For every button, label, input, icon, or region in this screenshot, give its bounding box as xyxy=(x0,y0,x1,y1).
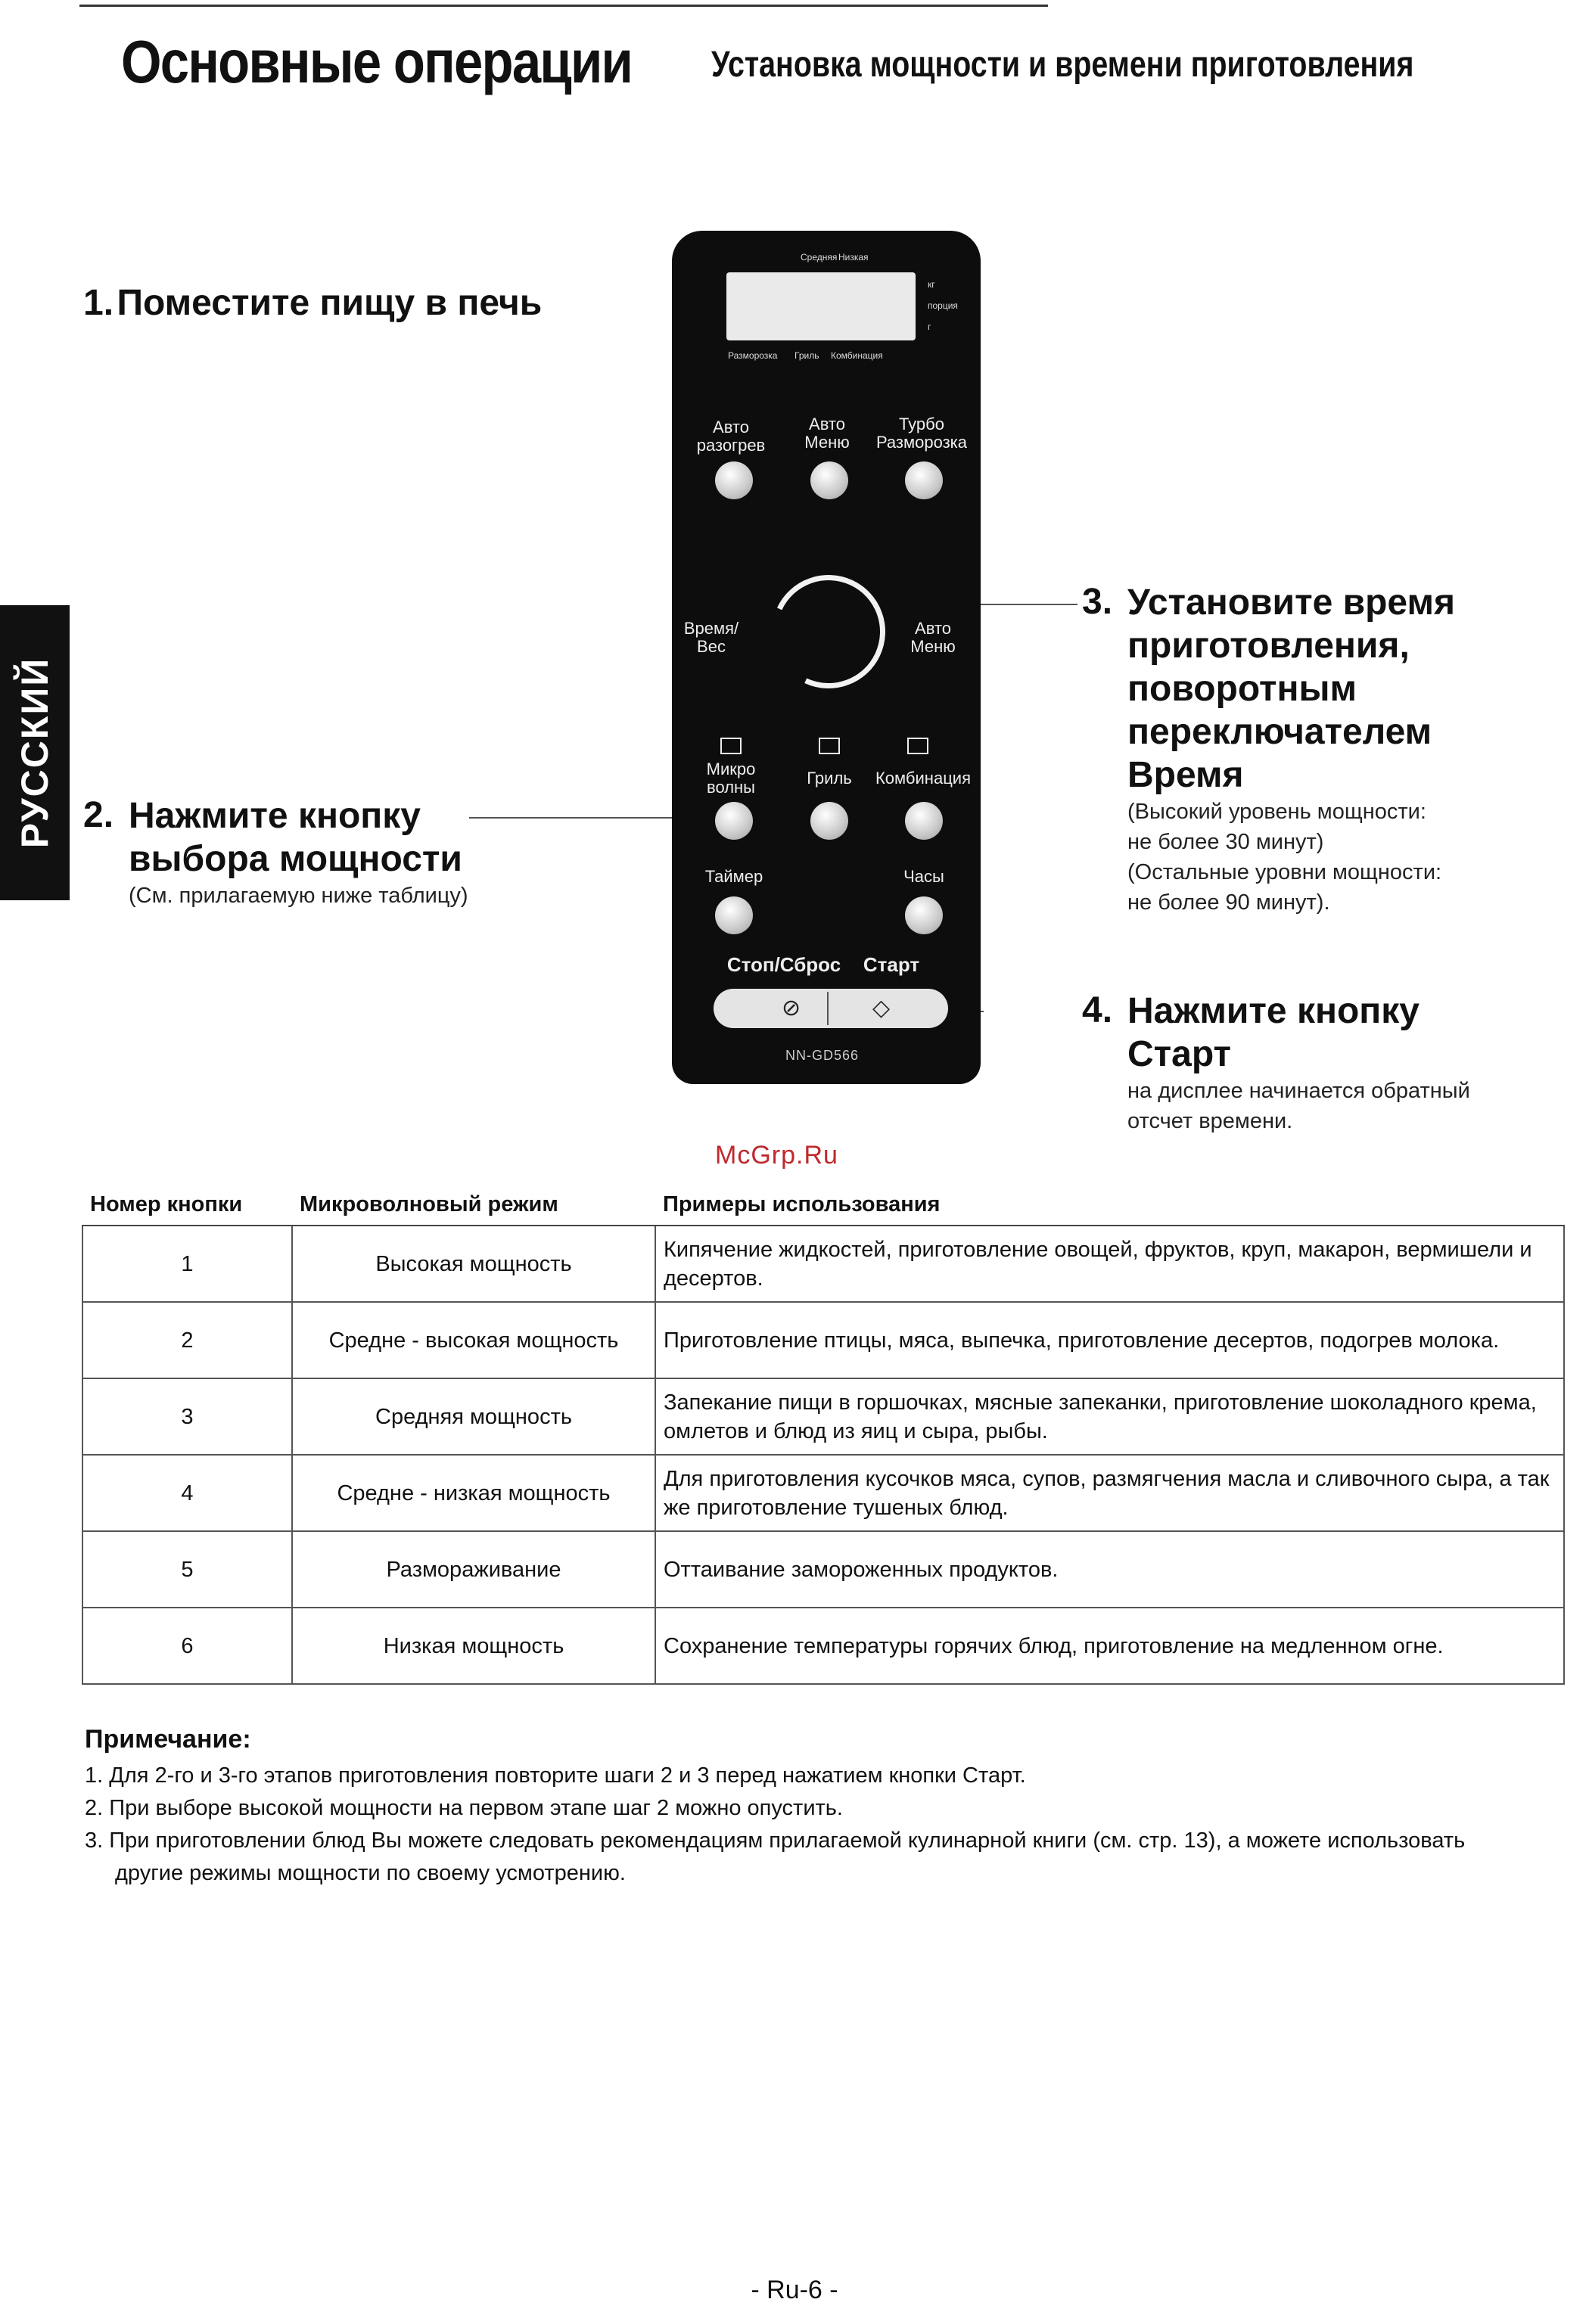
step-3-note-1: (Высокий уровень мощности: xyxy=(1127,800,1426,824)
start-button[interactable]: ◇ xyxy=(872,996,891,1021)
row-mode: Высокая мощность xyxy=(292,1226,655,1302)
table-row xyxy=(82,1378,1564,1455)
stop-start-bar xyxy=(714,989,948,1028)
display-label-combination: Комбинация xyxy=(831,350,883,361)
note-item: 1. Для 2-го и 3-го этапов приготовления повторите шаги 2 и 3 перед нажатием кнопки Старт. xyxy=(85,1763,1026,1788)
stop-reset-label: Стоп/Сброс xyxy=(726,953,841,976)
note-item: 3. При приготовлении блюд Вы можете следовать рекомендациям прилагаемой кулинарной книги (см. стр. 13), а можете использовать другие режимы мощности по своему усмотрению. xyxy=(85,1828,1466,1885)
microwave-power-button[interactable] xyxy=(715,802,753,840)
step-3-line-3: поворотным xyxy=(1127,669,1357,709)
row-button-number: 5 xyxy=(82,1531,292,1608)
auto-warm-button[interactable] xyxy=(715,461,753,499)
row-button-number: 6 xyxy=(82,1608,292,1684)
step-4-line-1: Нажмите кнопку xyxy=(1127,991,1420,1031)
row-examples: Кипячение жидкостей, приготовление овощей, фруктов, круп, макарон, вермишели и десертов. xyxy=(655,1226,1564,1302)
grill-label: Гриль xyxy=(807,769,852,788)
row-button-number: 3 xyxy=(82,1378,292,1455)
display-label-medium: Средняя xyxy=(801,252,838,263)
auto-menu-label: Авто Меню xyxy=(804,415,850,452)
step-4 xyxy=(1082,990,1470,1136)
auto-menu-button[interactable] xyxy=(810,461,848,499)
step-3-line-4: переключателем xyxy=(1127,712,1432,752)
timer-button[interactable] xyxy=(715,896,753,934)
clock-button[interactable] xyxy=(905,896,943,934)
turbo-defrost-label: Турбо Разморозка xyxy=(875,415,968,452)
row-button-number: 1 xyxy=(82,1226,292,1302)
notes-title: Примечание: xyxy=(85,1725,251,1754)
combination-icon xyxy=(907,738,928,754)
row-examples: Оттаивание замороженных продуктов. xyxy=(655,1531,1564,1608)
step-3-line-1: Установите время xyxy=(1127,583,1456,623)
row-examples: Запекание пищи в горшочках, мясные запеканки, приготовление шоколадного крема, омлетов и блюд из яиц и сыра, рыбы. xyxy=(655,1378,1564,1455)
step-2-line-1: Нажмите кнопку xyxy=(129,796,421,836)
time-dial[interactable] xyxy=(756,559,901,704)
table-row xyxy=(82,1455,1564,1531)
row-mode: Средне - низкая мощность xyxy=(292,1455,655,1531)
table-row xyxy=(82,1302,1564,1378)
grill-button[interactable] xyxy=(810,802,848,840)
power-levels-table xyxy=(82,1184,1565,1685)
table-header-row xyxy=(82,1184,1564,1226)
step-1-number: 1. xyxy=(83,283,114,323)
display-unit-gram: г xyxy=(928,322,931,332)
row-mode: Низкая мощность xyxy=(292,1608,655,1684)
row-mode: Средне - высокая мощность xyxy=(292,1302,655,1378)
row-mode: Средняя мощность xyxy=(292,1378,655,1455)
step-2-number: 2. xyxy=(83,795,114,835)
lcd-display xyxy=(726,272,916,340)
step-2 xyxy=(83,794,468,911)
page-subtitle: Установка мощности и времени приготовления xyxy=(711,45,1414,85)
combination-label: Комбинация xyxy=(875,769,972,788)
step-3 xyxy=(1082,581,1455,918)
step-1-title: Поместите пищу в печь xyxy=(117,283,543,323)
watermark: McGrp.Ru xyxy=(715,1141,838,1170)
auto-warm-label: Авто разогрев xyxy=(696,418,766,455)
page-title: Основные операции xyxy=(121,28,633,95)
row-mode: Размораживание xyxy=(292,1531,655,1608)
step-3-leader-line xyxy=(981,604,1077,605)
table-row xyxy=(82,1226,1564,1302)
auto-menu-dial-label: Авто Меню xyxy=(910,619,956,656)
grill-icon xyxy=(819,738,840,754)
step-3-number: 3. xyxy=(1082,582,1113,622)
stop-reset-button[interactable]: ⊘ xyxy=(782,996,801,1021)
clock-label: Часы xyxy=(903,867,944,886)
step-3-line-2: приготовления, xyxy=(1127,626,1410,666)
time-weight-label: Время/ Вес xyxy=(683,619,739,656)
display-label-low: Низкая xyxy=(838,252,869,263)
header-button-number: Номер кнопки xyxy=(82,1184,292,1226)
row-examples: Для приготовления кусочков мяса, супов, размягчения масла и сливочного сыра, а так же приготовление тушеных блюд. xyxy=(655,1455,1564,1531)
microwave-icon xyxy=(720,738,742,754)
display-label-defrost: Разморозка xyxy=(728,350,778,361)
row-examples: Сохранение температуры горячих блюд, приготовление на медленном огне. xyxy=(655,1608,1564,1684)
step-4-note-2: отсчет времени. xyxy=(1127,1109,1293,1133)
display-unit-portion: порция xyxy=(928,300,958,311)
start-label: Старт xyxy=(863,953,920,976)
timer-label: Таймер xyxy=(704,867,763,886)
step-2-leader-line xyxy=(469,817,672,819)
header-microwave-mode: Микроволновый режим xyxy=(292,1184,655,1226)
step-2-line-2: выбора мощности xyxy=(129,839,462,879)
display-unit-kg: кг xyxy=(928,279,935,290)
header-usage-examples: Примеры использования xyxy=(655,1184,1564,1226)
language-tab-label: РУССКИЙ xyxy=(14,657,56,849)
step-3-note-3: (Остальные уровни мощности: xyxy=(1127,860,1442,884)
row-examples: Приготовление птицы, мяса, выпечка, приготовление десертов, подогрев молока. xyxy=(655,1302,1564,1378)
step-4-note-1: на дисплее начинается обратный xyxy=(1127,1079,1470,1103)
row-button-number: 4 xyxy=(82,1455,292,1531)
microwave-label: Микро волны xyxy=(706,760,756,797)
model-number: NN-GD566 xyxy=(785,1048,860,1063)
step-2-note: (См. прилагаемую ниже таблицу) xyxy=(129,884,468,908)
table-row xyxy=(82,1608,1564,1684)
step-4-number: 4. xyxy=(1082,990,1113,1030)
notes-list xyxy=(85,1760,1522,1890)
top-rule xyxy=(79,5,1048,7)
step-3-note-2: не более 30 минут) xyxy=(1127,830,1324,854)
step-3-note-4: не более 90 минут). xyxy=(1127,890,1330,915)
step-1 xyxy=(83,281,542,325)
page-number: - Ru-6 - xyxy=(751,2276,838,2304)
stop-start-divider xyxy=(827,992,829,1025)
turbo-defrost-button[interactable] xyxy=(905,461,943,499)
note-item: 2. При выборе высокой мощности на первом этапе шаг 2 можно опустить. xyxy=(85,1796,843,1820)
row-button-number: 2 xyxy=(82,1302,292,1378)
microwave-control-panel xyxy=(672,231,981,1084)
combination-button[interactable] xyxy=(905,802,943,840)
display-label-grill: Гриль xyxy=(794,350,819,361)
table-row xyxy=(82,1531,1564,1608)
step-3-line-5: Время xyxy=(1127,755,1244,795)
step-4-line-2: Старт xyxy=(1127,1034,1232,1074)
